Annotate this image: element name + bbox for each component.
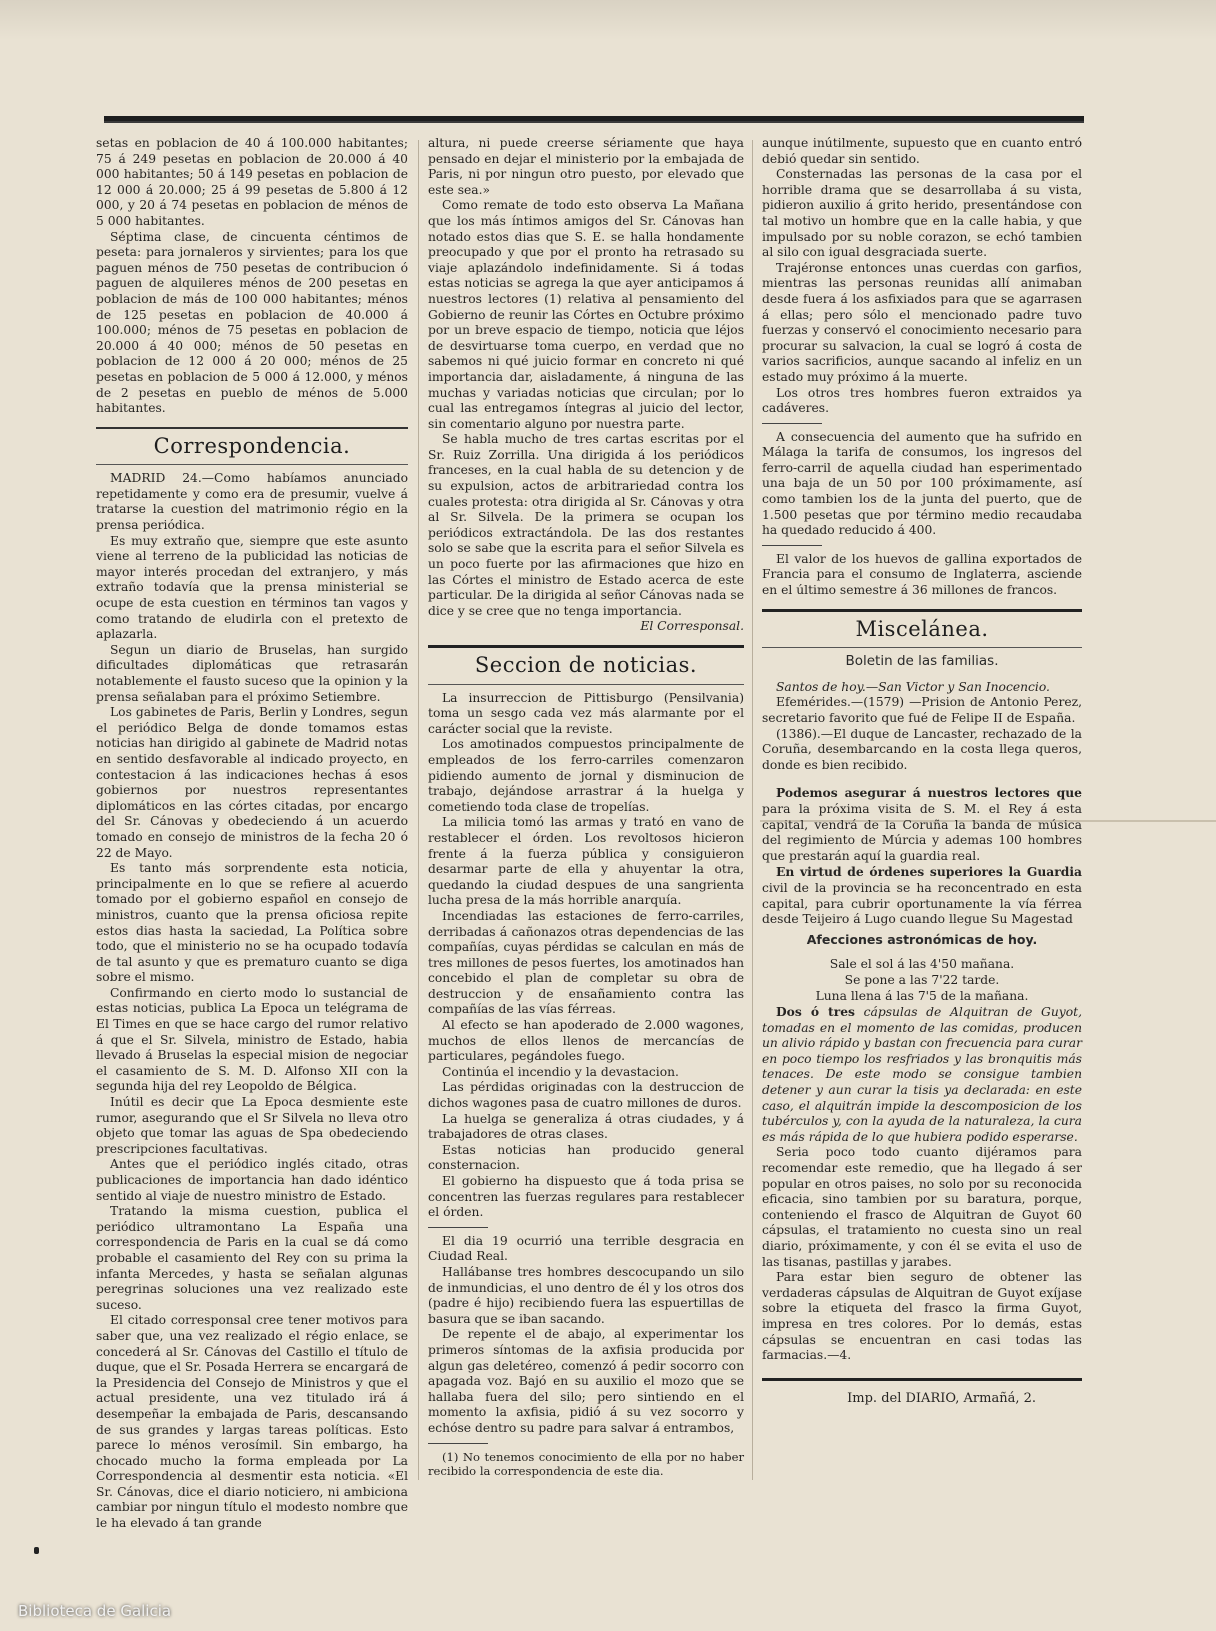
section-rule bbox=[428, 645, 744, 648]
news-paragraph bbox=[762, 785, 1082, 864]
article-paragraph: MADRID 24.—Como habíamos anunciado repetidamente y como era de presumir, vuelve á tratarse la cuestion del matrimonio régio en la prensa periódica. bbox=[96, 471, 408, 533]
article-paragraph: Tratando la misma cuestion, publica el periódico ultramontano La España una correspondencia de Paris en la cual se dá como probable el casamiento del Rey con su prima la infanta Mercedes, y hasta se señalan algunas peregrinas soluciones una vez realizado este suceso. bbox=[96, 1204, 408, 1312]
news-paragraph: A consecuencia del aumento que ha sufrido en Málaga la tarifa de consumos, los ingresos del ferro-carril de aquella ciudad han esperimentado una baja de un 50 por 100 próximamente, así como tambien los de la junta del puerto, que de 1.500 pesetas que por término medio recaudaba ha quedado reducido á 400. bbox=[762, 429, 1082, 538]
footnote: (1) No tenemos conocimiento de ella por no haber recibido la correspondencia de este dia. bbox=[428, 1449, 744, 1478]
article-paragraph: altura, ni puede creerse sériamente que haya pensado en dejar el ministerio por la embajada de Paris, ni por ningun otro puesto, por elevado que este sea.» bbox=[428, 136, 744, 197]
news-paragraph: Hallábanse tres hombres descocupando un silo de inmundicias, el uno dentro de él y los otros dos (padre é hijo) recibiendo fuera las espuertillas de basura que se iban sacando. bbox=[428, 1264, 744, 1326]
paragraph-lead: Podemos asegurar á nuestros lectores que bbox=[776, 785, 1082, 801]
article-paragraph: aunque inútilmente, supuesto que en cuanto entró debió quedar sin sentido. bbox=[762, 136, 1082, 166]
news-paragraph: Las pérdidas originadas con la destruccion de dichos wagones pasa de cuatro millones de duros. bbox=[428, 1080, 744, 1111]
column-right bbox=[762, 136, 1082, 1406]
paragraph-rest: cápsulas de Alquitran de Guyot, tomadas en el momento de las comidas, producen un alivio rápido y bastan con frecuencia para curar en poco tiempo los resfriados y las bronquitis más tenaces. De este modo se consigue tambien detener y aun curar la tisis ya declarada: en este caso, el alquitrán impide la descomposicion de los tubérculos y, con la ayuda de la naturaleza, la cura es más rápida de lo que hubiera podido esperarse. bbox=[762, 1005, 1082, 1144]
section-rule bbox=[96, 464, 408, 465]
article-paragraph: Se habla mucho de tres cartas escritas por el Sr. Ruiz Zorrilla. Una dirigida á los periódicos franceses, en la cual habla de su detencion y de su expulsion, actos de arbitrariedad contra los cuales protesta: otra dirigida al Sr. Cánovas y otra al Sr. Silvela. De la primera se ocupan los periódicos extractándola. De las dos restantes solo se sabe que la escrita para el señor Silvela es un poco fuerte por las afirmaciones que hizo en las Córtes el ministro de Estado acerca de este particular. De la dirigida al señor Cánovas nada se dice y se cree que no tenga importancia. bbox=[428, 432, 744, 618]
article-paragraph: Antes que el periódico inglés citado, otras publicaciones de importancia han dado idéntico sentido al viaje de nuestro ministro de Estado. bbox=[96, 1157, 408, 1203]
santos-line: Santos de hoy.—San Victor y San Inocencio. bbox=[776, 679, 1050, 694]
article-paragraph: Es muy extraño que, siempre que este asunto viene al terreno de la publicidad las noticias de mayor interés procedan del extranjero, y más extraño todavía que la prensa ministerial se ocupe de esta cuestion en términos tan vagos y como tratando de eludirla con el pretexto de aplazarla. bbox=[96, 533, 408, 642]
article-paragraph: Trajéronse entonces unas cuerdas con garfios, mientras las personas reunidas allí animaban desde fuera á los asfixiados para que se agarrasen á ellas; pero sólo el mencionado padre tuvo fuerzas y conservó el conocimiento necesario para procurar su salvacion, la cual se logró á costa de varios sacrificios, aunque sacando al infeliz en un estado muy próximo á la muerte. bbox=[762, 260, 1082, 384]
top-rule bbox=[104, 116, 1084, 123]
article-paragraph: Segun un diario de Bruselas, han surgido dificultades diplomáticas que retrasarán notablemente el fausto suceso que la opinion y la prensa señalaban para el próximo Setiembre. bbox=[96, 642, 408, 704]
news-paragraph: Al efecto se han apoderado de 2.000 wagones, muchos de ellos llenos de mercancías de particulares, pegándoles fuego. bbox=[428, 1018, 744, 1064]
news-paragraph: Incendiadas las estaciones de ferro-carriles, derribadas á cañonazos otras dependencias de las compañías, cuyas pérdidas se calculan en más de tres millones de pesos fuertes, los amotinados han concebido el plan de completar su obra de destruccion y de ensañamiento contra las compañías de las vías férreas. bbox=[428, 908, 744, 1017]
advert-paragraph bbox=[762, 1004, 1082, 1145]
article-paragraph: Inútil es decir que La Epoca desmiente este rumor, asegurando que el Sr Silvela no lleva otro objeto que tomar las aguas de Spa obedeciendo prescripciones facultativas. bbox=[96, 1095, 408, 1156]
astro-line: Luna llena á las 7'5 de la mañana. bbox=[815, 988, 1029, 1003]
article-paragraph: Confirmando en cierto modo lo sustancial de estas noticias, publica La Epoca un telégrama de El Times en que se hace cargo del rumor relativo á que el Sr. Silvela, ministro de Estado, habia llevado á Bruselas la especial mision de negociar el casamiento de S. M. D. Alfonso XII con la segunda hija del rey Leopoldo de Bélgica. bbox=[96, 985, 408, 1094]
column-divider bbox=[752, 140, 753, 1480]
paper-top-edge bbox=[0, 0, 1216, 40]
section-rule bbox=[762, 1378, 1082, 1381]
efemerides: Efemérides.—(1579) —Prision de Antonio Perez, secretario favorito que fué de Felipe II de España. bbox=[762, 695, 1082, 725]
article-paragraph: Los otros tres hombres fueron extraidos ya cadáveres. bbox=[762, 385, 1082, 416]
article-paragraph: Como remate de todo esto observa La Mañana que los más íntimos amigos del Sr. Cánovas han notado estos dias que S. E. se halla hondamente preocupado y que por el pronto ha retrasado su viaje aplazándolo indefinidamente. Si á todas estas noticias se agrega la que ayer anticipamos á nuestros lectores (1) relativa al pensamiento del Gobierno de reunir las Córtes en Octubre próximo por un breve espacio de tiempo, noticia que léjos de desvirtuarse toma cuerpo, en verdad que no sabemos ni qué juicio formar en concreto ni qué importancia dar, aisladamente, á ninguna de las muchas y variadas noticias que circulan; por lo cual las entregamos íntegras al juicio del lector, sin comentario alguno por nuestra parte. bbox=[428, 198, 744, 431]
footnote-rule bbox=[428, 1443, 488, 1444]
separator bbox=[428, 1227, 488, 1228]
article-paragraph: Los gabinetes de Paris, Berlin y Londres, segun el periódico Belga de donde tomamos estas noticias han dirigido al gabinete de Madrid notas en sentido desfavorable al indicado proyecto, en contestacion á las indicaciones hechas á esos gobiernos por nuestros representantes diplomáticos en las córtes citadas, por encargo del Sr. Cánovas y obedeciendo á un acuerdo tomado en consejo de ministros de la fecha 20 ó 22 de Mayo. bbox=[96, 705, 408, 860]
printer-imprint: Imp. del DIARIO, Armañá, 2. bbox=[847, 1390, 1036, 1406]
astro-line: Sale el sol á las 4'50 mañana. bbox=[829, 957, 1015, 972]
section-rule bbox=[762, 609, 1082, 612]
subsection-title: Boletin de las familias. bbox=[845, 653, 999, 670]
section-title-noticias: Seccion de noticias. bbox=[474, 653, 698, 677]
advert-paragraph: Para estar bien seguro de obtener las verdaderas cápsulas de Alquitran de Guyot exíjase sobre la etiqueta del frasco la firma Guyot, impresa en tres colores. Por lo demás, estas cápsulas se encuentran en casi todas las farmacias.—4. bbox=[762, 1270, 1082, 1363]
column-middle bbox=[428, 136, 744, 1478]
news-paragraph: El valor de los huevos de gallina exportados de Francia para el consumo de Inglaterra, asciende en el último semestre á 36 millones de francos. bbox=[762, 551, 1082, 598]
section-title-correspondencia: Correspondencia. bbox=[153, 433, 351, 458]
news-paragraph: De repente el de abajo, al experimentar los primeros síntomas de la axfisia producida por algun gas deletéreo, comenzó á pedir socorro con apagada voz. Bajó en su auxilio el mozo que se hallaba fuera del silo; pero sintiendo en el momento la axfisia, pidió á su vez socorro y echóse dentro su padre para salvar á entrambos, bbox=[428, 1327, 744, 1435]
efemerides: (1386).—El duque de Lancaster, rechazado de la Coruña, desembarcando en la costa llega queros, donde es bien recibido. bbox=[762, 726, 1082, 772]
spacer bbox=[762, 773, 1082, 785]
section-rule bbox=[96, 427, 408, 429]
subsection-title: Afecciones astronómicas de hoy. bbox=[806, 931, 1038, 947]
news-paragraph: La huelga se generaliza á otras ciudades, y á trabajadores de otras clases. bbox=[428, 1111, 744, 1142]
section-title-miscelanea: Miscelánea. bbox=[855, 616, 989, 641]
article-text: Séptima clase, de cincuenta céntimos de peseta: para jornaleros y sirvientes; para los que paguen ménos de 750 pesetas de contribucion ó paguen de alquileres ménos de 200 pesetas en poblacion de más de 100 000 habitantes; ménos de 125 pesetas en poblacion de 40.000 á 100.000; ménos de 75 pesetas en poblacion de 20.000 á 40 000; ménos de 50 pesetas en poblacion de 12 000 á 20 000; ménos de 25 pesetas en poblacion de 5 000 á 12.000, y ménos de 2 pesetas en pueblo de ménos de 5.000 habitantes. bbox=[96, 229, 408, 416]
news-paragraph bbox=[762, 864, 1082, 927]
separator bbox=[762, 545, 822, 546]
news-paragraph: La insurreccion de Pittisburgo (Pensilvania) toma un sesgo cada vez más alarmante por el carácter social que la reviste. bbox=[428, 690, 744, 736]
section-rule bbox=[428, 684, 744, 685]
paragraph-lead: Dos ó tres bbox=[776, 1004, 855, 1020]
section-rule bbox=[762, 647, 1082, 648]
news-paragraph: Estas noticias han producido general consternacion. bbox=[428, 1142, 744, 1173]
news-paragraph: Los amotinados compuestos principalmente de empleados de los ferro-carriles comenzaron pidiendo aumento de jornal y disminucion de trabajo, dejándose arrastrar á la huelga y cometiendo toda clase de tropelías. bbox=[428, 737, 744, 814]
news-paragraph: La milicia tomó las armas y trató en vano de restablecer el órden. Los revoltosos hicieron frente á la fuerza pública y consiguieron desarmar parte de ella y ahuyentar la otra, quedando la ciudad despues de una sangrienta lucha presa de la más horrible anarquía. bbox=[428, 815, 744, 908]
signature: El Corresponsal. bbox=[640, 619, 744, 634]
astro-line: Se pone a las 7'22 tarde. bbox=[844, 972, 1000, 987]
separator bbox=[762, 423, 822, 424]
paragraph-rest: para la próxima visita de S. M. el Rey á esta capital, vendrá de la Coruña la banda de música del regimiento de Múrcia y ademas 100 hombres que prestarán aquí la guardia real. bbox=[762, 801, 1082, 863]
article-paragraph: Es tanto más sorprendente esta noticia, principalmente en lo que se refiere al acuerdo tomado por el gobierno español en consejo de ministros, cuanto que la prensa oficiosa repite estos dias hasta la saciedad, La Política sobre todo, que el ministerio no se ha ocupado todavía de tal asunto y que es prematuro cuanto se diga sobre el mismo. bbox=[96, 861, 408, 985]
paragraph-lead: En virtud de órdenes superiores la Guardia bbox=[776, 864, 1082, 880]
article-paragraph: El citado corresponsal cree tener motivos para saber que, una vez realizado el régio enlace, se concederá al Sr. Cánovas del Castillo el título de duque, que el Sr. Posada Herrera se encargará de la Presidencia del Consejo de Ministros y que el actual presidente, una vez titulado irá á desempeñar la embajada de Paris, descansando de sus grandes y largas tareas políticas. Esto parece lo ménos verosímil. Sin embargo, ha chocado mucho la forma empleada por La Correspondencia al desmentir esta noticia. «El Sr. Cánovas, dice el diario noticiero, ni ambiciona cambiar por ningun título el modesto nombre que le ha elevado á tan grande bbox=[96, 1313, 408, 1531]
advert-paragraph: Seria poco todo cuanto dijéramos para recomendar este remedio, que ha llegado á ser popular en otros paises, no solo por su reconocida eficacia, sino tambien por su baratura, porque, conteniendo el frasco de Alquitran de Guyot 60 cápsulas, el tratamiento no cuesta sino un real diario, próximamente, y con él se evita el uso de las tisanas, pastillas y jarabes. bbox=[762, 1145, 1082, 1269]
article-text: setas en poblacion de 40 á 100.000 habitantes; 75 á 249 pesetas en poblacion de 20.000 á 40 000 habitantes; 50 á 149 pesetas en poblacion de 12 000 á 20.000; 25 á 99 pesetas de 5.800 á 12 000, y 20 á 74 pesetas en poblacion de ménos de 5 000 habitantes. bbox=[96, 136, 408, 228]
paragraph-rest: civil de la provincia se ha reconcentrado en esta capital, para cubrir oportunamente la vía férrea desde Teijeiro á Lugo cuando llegue Su Magestad bbox=[762, 880, 1082, 927]
article-paragraph: Consternadas las personas de la casa por el horrible drama que se desarrollaba á su vista, pidieron auxilio á grito herido, presentándose con tal motivo un hombre que en la calle habia, y que impulsado por su noble corazon, se echó tambien al silo con igual desgraciada suerte. bbox=[762, 167, 1082, 260]
column-left bbox=[96, 136, 408, 1532]
library-watermark: Biblioteca de Galicia bbox=[18, 1602, 172, 1620]
news-paragraph: Continúa el incendio y la devastacion. bbox=[442, 1064, 679, 1079]
news-paragraph: El gobierno ha dispuesto que á toda prisa se concentren las fuerzas regulares para restablecer el órden. bbox=[428, 1174, 744, 1220]
ink-speck bbox=[34, 1547, 39, 1554]
news-paragraph: El dia 19 ocurrió una terrible desgracia en Ciudad Real. bbox=[428, 1233, 744, 1264]
column-divider bbox=[418, 140, 419, 1480]
